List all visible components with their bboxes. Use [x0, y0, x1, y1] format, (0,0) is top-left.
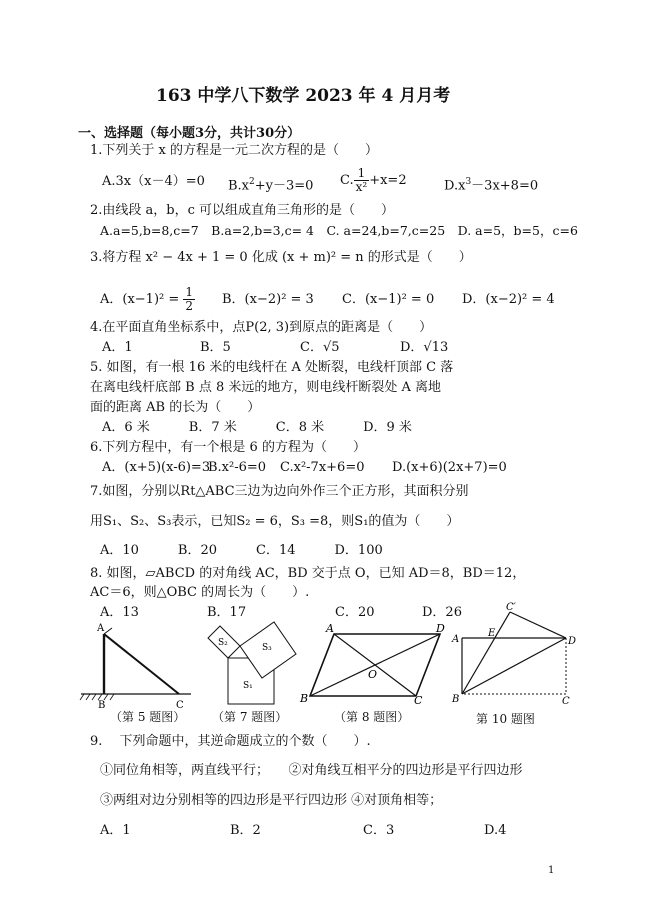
question-9-option-a: A．1	[100, 823, 131, 838]
figure-10-caption: 第 10 题图	[476, 712, 535, 726]
question-9-stem: 9. 下列命题中，其逆命题成立的个数（ ）.	[90, 734, 371, 749]
question-5-line-2: 在离电线杆底部 B 点 8 米远的地方，则电线杆断裂处 A 离地	[90, 380, 442, 395]
question-8-option-b: B．17	[207, 605, 247, 620]
figure-5	[76, 618, 196, 714]
point-d-label: D	[436, 622, 445, 635]
page-number: 1	[548, 865, 555, 876]
question-9-line-2: ③两组对边分别相等的四边形是平行四边形 ④对顶角相等；	[100, 793, 443, 808]
question-6-option-a: A．(x+5)(x-6)=3	[102, 460, 211, 475]
question-2-stem: 2.由线段 a，b，c 可以组成直角三角形的是（ ）	[90, 203, 395, 218]
question-4-option-c: C．√5	[300, 340, 340, 355]
question-5-options: A．6 米 B．7 米 C．8 米 D．9 米	[102, 420, 412, 435]
point-b-label: B	[452, 694, 460, 705]
question-7-options: A．10 B．20 C．14 D．100	[100, 543, 383, 558]
point-c-label: C	[176, 700, 184, 711]
question-3-stem: 3.将方程 x² − 4x + 1 = 0 化成 (x + m)² = n 的形式是（ ）	[90, 250, 472, 265]
ground-hatching	[80, 694, 114, 700]
break-mark	[104, 628, 112, 634]
question-3-option-d: D．(x−2)² = 4	[462, 292, 555, 307]
folded-side-cd	[510, 612, 566, 638]
diagonal-bd	[462, 638, 566, 694]
question-4-option-d: D．√13	[400, 340, 449, 355]
question-3-option-b: B．(x−2)² = 3	[222, 292, 314, 307]
question-8-option-a: A．13	[100, 605, 139, 620]
question-8-line-2: AC＝6，则△OBC 的周长为（ ）.	[90, 585, 310, 600]
figure-7-caption: （第 7 题图）	[212, 710, 288, 724]
question-1-option-c: C. $\frac{1}{\text{x²}}$ +x=2	[340, 166, 407, 194]
point-c-label: C	[414, 694, 423, 707]
question-4-stem: 4.在平面直角坐标系中，点P(2, 3)到原点的距离是（ ）	[90, 320, 433, 335]
question-6-stem: 6.下列方程中，有一个根是 6 的方程为（ ）	[90, 440, 366, 455]
point-b-label: B	[98, 700, 106, 711]
label-s1: S₁	[243, 681, 253, 691]
point-c-prime-label: C′	[506, 602, 516, 613]
question-4-option-a: A．1	[102, 340, 133, 355]
point-e-label: E	[488, 628, 496, 639]
question-8-line-1: 8. 如图，▱ABCD 的对角线 AC，BD 交于点 O，已知 AD＝8，BD＝12，	[90, 566, 526, 581]
point-b-label: B	[300, 692, 309, 705]
label-s2: S₂	[218, 638, 228, 648]
question-9-option-b: B．2	[230, 823, 261, 838]
question-9-line-1: ①同位角相等，两直线平行； ②对角线互相平分的四边形是平行四边形	[100, 763, 523, 778]
figure-8-caption: （第 8 题图）	[334, 710, 410, 724]
figure-8	[294, 620, 454, 710]
point-a-label: A	[452, 634, 460, 645]
question-1-option-b: $B.x^2+y-3=0$	[228, 177, 314, 194]
question-7-line-2: 用S₁、S₂、S₃表示，已知S₂ = 6，S₃ =8，则S₁的值为（ ）	[90, 514, 460, 529]
figure-10	[450, 598, 580, 708]
page-title: 163 中学八下数学 2023 年 4 月月考	[156, 86, 451, 106]
question-1-stem: 1.下列关于 x 的方程是一元二次方程的是（ ）	[90, 143, 378, 158]
question-2-options: A.a=5,b=8,c=7 B.a=2,b=3,c= 4 C. a=24,b=7,c=25 D. a=5，b=5，c=6	[100, 223, 578, 238]
section-heading: 一、选择题（每小题3分，共计30分）	[78, 126, 301, 141]
question-5-line-1: 5. 如图，有一根 16 米的电线杆在 A 处断裂，电线杆顶部 C 落	[90, 360, 454, 375]
question-8-option-d: D．26	[422, 605, 462, 620]
question-6-option-c: C.x²-7x+6=0	[280, 460, 365, 475]
point-d-label: D	[568, 636, 577, 647]
question-9-option-c: C．3	[363, 823, 395, 838]
question-3-option-a: A．(x−1)² = $\frac{1}{2}$	[100, 285, 194, 313]
question-1-option-d: $D.x^3-3x+8=0$	[444, 177, 539, 194]
point-a-label: A	[97, 623, 105, 634]
point-c-label: C	[562, 696, 570, 707]
question-4-option-b: B．5	[200, 340, 231, 355]
point-o-label: O	[368, 668, 378, 681]
question-1-option-a: A.3x（x－4）=0	[102, 174, 205, 189]
question-6-option-d: D.(x+6)(2x+7)=0	[392, 460, 507, 475]
point-a-label: A	[326, 622, 334, 635]
question-5-line-3: 面的距离 AB 的长为（ ）	[90, 400, 261, 415]
question-8-option-c: C．20	[335, 605, 375, 620]
figure-5-caption: （第 5 题图）	[110, 710, 186, 724]
question-7-line-1: 7.如图，分别以Rt△ABC三边为边向外作三个正方形，其面积分别	[90, 484, 469, 499]
question-9-option-d: D.4	[484, 823, 507, 838]
broken-pole-segment	[104, 634, 179, 694]
label-s3: S₃	[262, 643, 272, 653]
question-3-option-c: C．(x−1)² = 0	[342, 292, 435, 307]
question-6-option-b: B.x²-6=0	[208, 460, 267, 475]
diagonal-bd	[310, 634, 440, 696]
